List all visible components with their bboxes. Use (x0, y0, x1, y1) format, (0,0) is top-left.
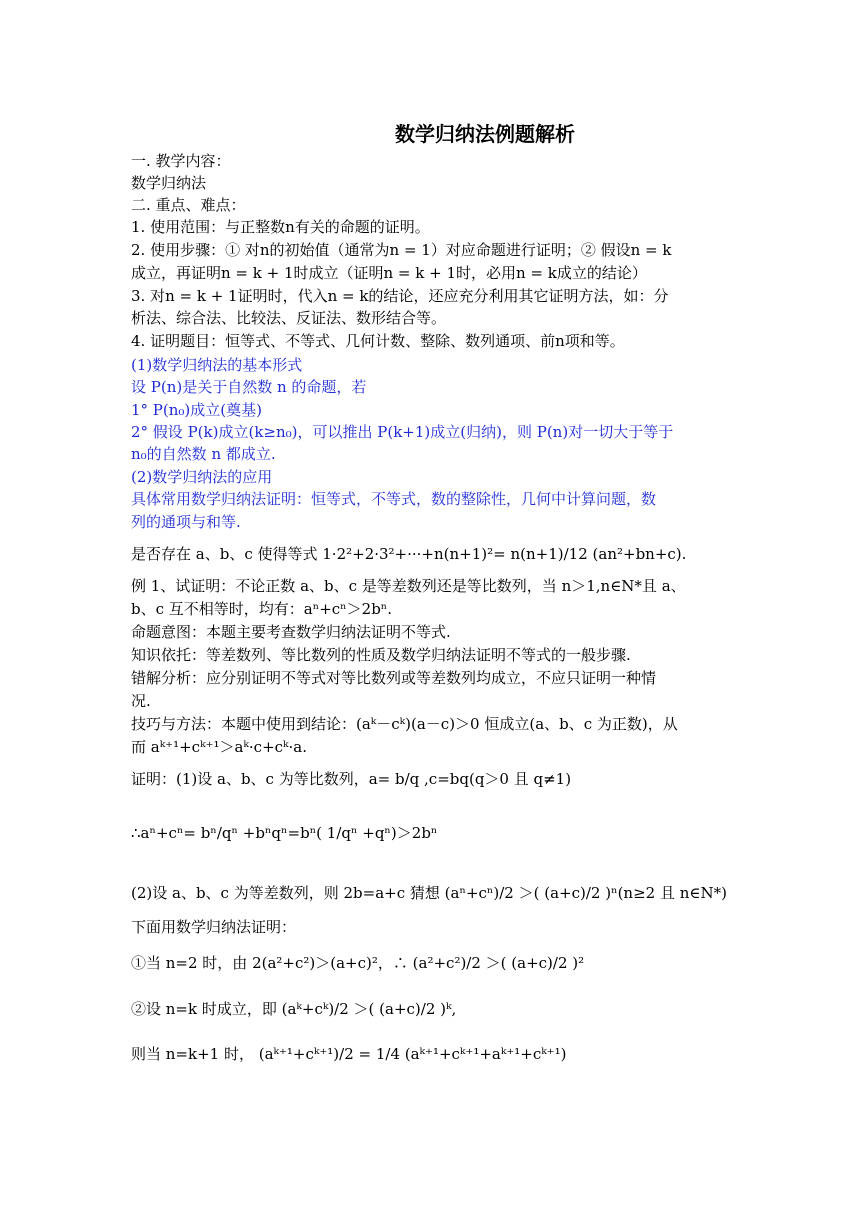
text-line: 一. 教学内容： (131, 152, 231, 170)
text-line: 4. 证明题目：恒等式、不等式、几何计数、整除、数列通项、前n项和等。 (131, 332, 625, 350)
page-title: 数学归纳法例题解析 (395, 122, 575, 146)
proof-line: 证明：(1)设 a、b、c 为等比数列，a= b/q ,c=bq(q＞0 且 q≠1) (131, 770, 572, 788)
proof-line: 下面用数学归纳法证明： (131, 918, 297, 936)
text-line: 具体常用数学归纳法证明：恒等式，不等式，数的整除性，几何中计算问题，数 (131, 490, 657, 508)
text-line: 1° P(n₀)成立(奠基) (131, 401, 262, 419)
proof-line: ①当 n=2 时，由 2(a²+c²)＞(a+c)²，∴ (a²+c²)/2 ＞( (a+c)/2 )² (131, 954, 585, 972)
text-line: 技巧与方法：本题中使用到结论：(aᵏ－cᵏ)(a－c)＞0 恒成立(a、b、c 为正数)，从 (131, 715, 678, 733)
text-line: n₀的自然数 n 都成立. (131, 445, 276, 463)
example-line: 例 1、试证明：不论正数 a、b、c 是等差数列还是等比数列，当 n＞1,n∈N*且 a、 (131, 577, 686, 595)
text-line: 列的通项与和等. (131, 513, 241, 531)
text-line: 二. 重点、难点： (131, 196, 246, 214)
text-line: 1. 使用范围：与正整数n有关的命题的证明。 (131, 218, 430, 236)
example-line: b、c 互不相等时，均有：aⁿ+cⁿ＞2bⁿ. (131, 600, 393, 618)
text-line: 3. 对n = k + 1证明时，代入n = k的结论，还应充分利用其它证明方法，如：分 (131, 287, 669, 305)
text-line: 错解分析：应分别证明不等式对等比数列或等差数列均成立，不应只证明一种情 (131, 669, 657, 687)
text-line: 况. (131, 692, 151, 710)
question-line: 是否存在 a、b、c 使得等式 1·2²+2·3²+···+n(n+1)²= n(n+1)/12 (an²+bn+c). (131, 545, 687, 563)
text-line: 而 aᵏ⁺¹+cᵏ⁺¹＞aᵏ·c+cᵏ·a. (131, 738, 307, 756)
text-line: 2° 假设 P(k)成立(k≥n₀)，可以推出 P(k+1)成立(归纳)，则 P(n)对一切大于等于 (131, 423, 674, 441)
text-line: 知识依托：等差数列、等比数列的性质及数学归纳法证明不等式的一般步骤. (131, 646, 631, 664)
proof-line: 则当 n=k+1 时， (aᵏ⁺¹+cᵏ⁺¹)/2 = 1/4 (aᵏ⁺¹+cᵏ⁺¹+aᵏ⁺¹+cᵏ⁺¹) (131, 1045, 567, 1063)
proof-line: (2)设 a、b、c 为等差数列，则 2b=a+c 猜想 (aⁿ+cⁿ)/2 ＞( (a+c)/2 )ⁿ(n≥2 且 n∈N*) (131, 884, 727, 902)
text-line: 2. 使用步骤：① 对n的初始值（通常为n = 1）对应命题进行证明；② 假设n = k (131, 241, 672, 259)
section-heading: (1)数学归纳法的基本形式 (131, 356, 303, 374)
text-line: 析法、综合法、比较法、反证法、数形结合等。 (131, 309, 447, 327)
proof-line: ∴aⁿ+cⁿ= bⁿ/qⁿ +bⁿqⁿ=bⁿ( 1/qⁿ +qⁿ)＞2bⁿ (131, 824, 438, 842)
proof-line: ②设 n=k 时成立，即 (aᵏ+cᵏ)/2 ＞( (a+c)/2 )ᵏ, (131, 1000, 457, 1018)
text-line: 数学归纳法 (131, 174, 207, 192)
text-line: 成立，再证明n = k + 1时成立（证明n = k + 1时，必用n = k成立的结论） (131, 264, 647, 282)
text-line: 命题意图：本题主要考查数学归纳法证明不等式. (131, 623, 451, 641)
section-heading: (2)数学归纳法的应用 (131, 468, 273, 486)
text-line: 设 P(n)是关于自然数 n 的命题，若 (131, 378, 367, 396)
